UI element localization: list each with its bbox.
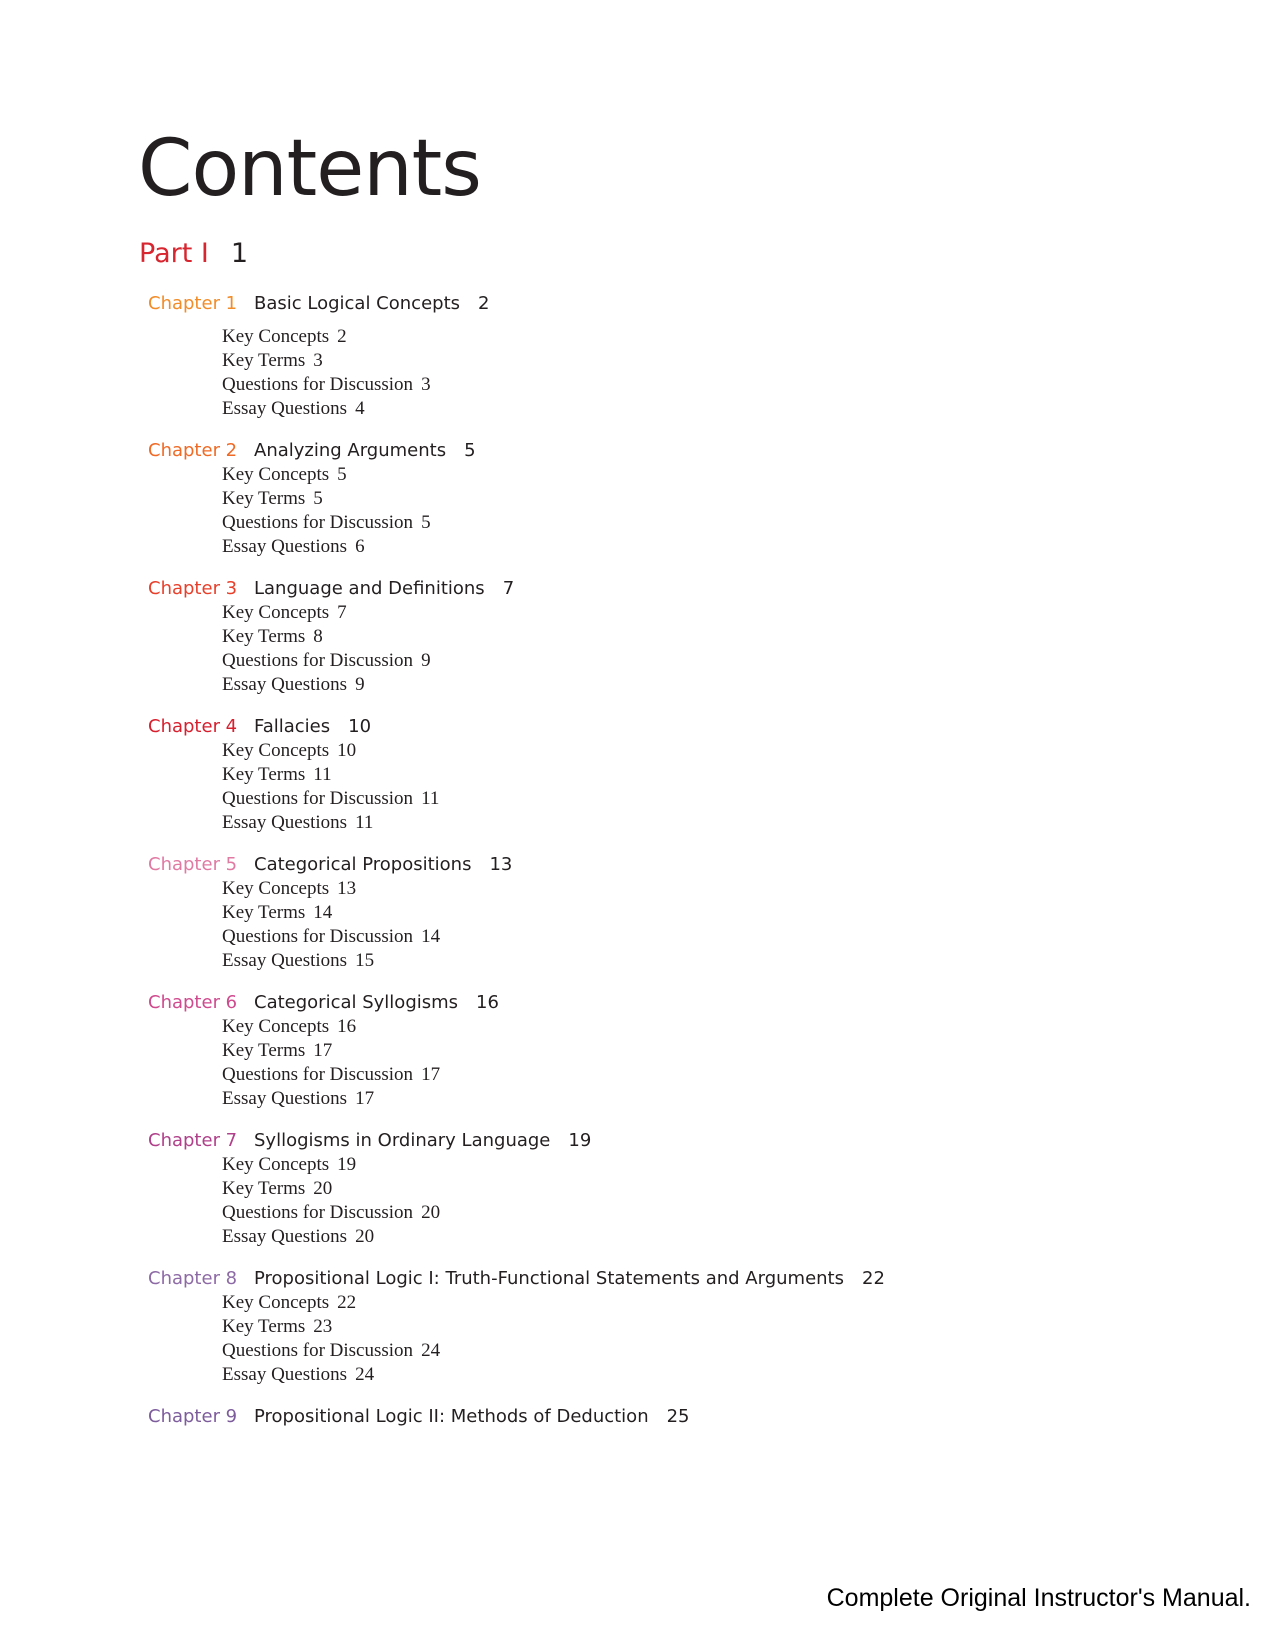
section-name: Questions for Discussion <box>222 650 414 671</box>
section-item[interactable] <box>222 763 1148 787</box>
section-item[interactable] <box>222 1039 1148 1063</box>
section-page-number: 13 <box>337 878 357 899</box>
section-page-number: 10 <box>337 740 357 761</box>
section-item[interactable] <box>222 1087 1148 1111</box>
section-name: Questions for Discussion <box>222 926 414 947</box>
section-item[interactable] <box>222 649 1148 673</box>
section-item[interactable] <box>222 463 1148 487</box>
footer-note: Complete Original Instructor's Manual. <box>826 1584 1251 1612</box>
chapter-entry <box>148 853 1148 973</box>
chapter-entry <box>148 1129 1148 1249</box>
chapter-title: Fallacies <box>254 716 331 737</box>
chapter-entry <box>148 577 1148 697</box>
section-page-number: 14 <box>313 902 333 923</box>
section-name: Essay Questions <box>222 1226 348 1247</box>
chapter-heading[interactable] <box>148 991 1148 1015</box>
chapter-title: Language and Definitions <box>254 578 485 599</box>
section-page-number: 24 <box>355 1364 375 1385</box>
page-title: Contents <box>138 124 481 214</box>
section-item[interactable] <box>222 1225 1148 1249</box>
section-page-number: 20 <box>355 1226 375 1247</box>
section-name: Key Concepts <box>222 1292 330 1313</box>
chapter-title: Categorical Propositions <box>254 854 472 875</box>
section-item[interactable] <box>222 901 1148 925</box>
section-name: Essay Questions <box>222 950 348 971</box>
section-item[interactable] <box>222 673 1148 697</box>
section-name: Key Terms <box>222 764 306 785</box>
section-page-number: 11 <box>355 812 374 833</box>
chapter-page-number: 10 <box>348 716 372 737</box>
section-page-number: 23 <box>313 1316 333 1337</box>
section-item[interactable] <box>222 601 1148 625</box>
chapter-heading[interactable] <box>148 853 1148 877</box>
section-list <box>222 1153 1148 1249</box>
chapter-label: Chapter 7 <box>148 1130 238 1151</box>
section-page-number: 9 <box>355 674 365 695</box>
section-item[interactable] <box>222 787 1148 811</box>
chapter-page-number: 2 <box>478 293 490 314</box>
section-name: Key Terms <box>222 488 306 509</box>
chapter-heading[interactable] <box>148 292 1148 316</box>
section-name: Essay Questions <box>222 812 348 833</box>
section-name: Questions for Discussion <box>222 374 414 395</box>
section-name: Key Concepts <box>222 878 330 899</box>
chapter-heading[interactable] <box>148 439 1148 463</box>
chapter-label: Chapter 3 <box>148 578 238 599</box>
section-name: Key Concepts <box>222 1154 330 1175</box>
chapter-heading[interactable] <box>148 1129 1148 1153</box>
section-page-number: 17 <box>355 1088 375 1109</box>
section-page-number: 24 <box>421 1340 441 1361</box>
part-label: Part I <box>139 238 209 269</box>
chapter-page-number: 25 <box>666 1406 690 1427</box>
chapter-title: Propositional Logic II: Methods of Deduction <box>254 1406 649 1427</box>
section-name: Key Terms <box>222 350 306 371</box>
section-name: Key Concepts <box>222 740 330 761</box>
section-page-number: 19 <box>337 1154 357 1175</box>
chapter-entry <box>148 1267 1148 1387</box>
section-item[interactable] <box>222 1153 1148 1177</box>
section-item[interactable] <box>222 1177 1148 1201</box>
chapter-entry <box>148 991 1148 1111</box>
section-page-number: 11 <box>421 788 440 809</box>
section-name: Questions for Discussion <box>222 1340 414 1361</box>
section-item[interactable] <box>222 625 1148 649</box>
section-list <box>222 1291 1148 1387</box>
section-page-number: 8 <box>313 626 323 647</box>
section-page-number: 3 <box>421 374 431 395</box>
chapter-heading[interactable] <box>148 1267 1148 1291</box>
chapter-title: Categorical Syllogisms <box>254 992 459 1013</box>
section-item[interactable] <box>222 397 1148 421</box>
chapter-page-number: 22 <box>862 1268 885 1289</box>
chapter-label: Chapter 1 <box>148 293 238 314</box>
section-name: Questions for Discussion <box>222 788 414 809</box>
chapter-page-number: 19 <box>568 1130 592 1151</box>
section-item[interactable] <box>222 1015 1148 1039</box>
section-page-number: 17 <box>421 1064 441 1085</box>
section-name: Essay Questions <box>222 1088 348 1109</box>
section-page-number: 6 <box>355 536 365 557</box>
section-name: Key Terms <box>222 1040 306 1061</box>
part-heading <box>139 240 248 267</box>
chapter-title: Analyzing Arguments <box>254 440 447 461</box>
section-item[interactable] <box>222 487 1148 511</box>
section-item[interactable] <box>222 1315 1148 1339</box>
section-page-number: 17 <box>313 1040 333 1061</box>
chapter-title: Syllogisms in Ordinary Language <box>254 1130 551 1151</box>
chapter-label: Chapter 6 <box>148 992 238 1013</box>
section-list <box>222 1015 1148 1111</box>
chapter-heading[interactable] <box>148 577 1148 601</box>
chapter-heading[interactable] <box>148 1405 1148 1429</box>
section-name: Key Terms <box>222 1178 306 1199</box>
section-name: Essay Questions <box>222 536 348 557</box>
section-name: Essay Questions <box>222 398 348 419</box>
section-item[interactable] <box>222 1291 1148 1315</box>
section-page-number: 22 <box>337 1292 357 1313</box>
chapter-page-number: 13 <box>489 854 513 875</box>
section-list <box>222 877 1148 973</box>
section-item[interactable] <box>222 1063 1148 1087</box>
section-page-number: 3 <box>313 350 323 371</box>
section-name: Questions for Discussion <box>222 1064 414 1085</box>
table-of-contents <box>148 292 1148 1447</box>
section-list <box>222 739 1148 835</box>
section-item[interactable] <box>222 811 1148 835</box>
chapter-label: Chapter 4 <box>148 716 238 737</box>
section-page-number: 20 <box>313 1178 333 1199</box>
section-item[interactable] <box>222 1339 1148 1363</box>
chapter-heading[interactable] <box>148 715 1148 739</box>
section-page-number: 7 <box>337 602 347 623</box>
section-name: Key Terms <box>222 626 306 647</box>
section-list <box>222 463 1148 559</box>
chapter-title: Propositional Logic I: Truth-Functional Statements and Arguments <box>254 1268 844 1289</box>
section-item[interactable] <box>222 739 1148 763</box>
section-list <box>222 325 1148 421</box>
section-page-number: 15 <box>355 950 375 971</box>
chapter-page-number: 5 <box>464 440 476 461</box>
section-item[interactable] <box>222 373 1148 397</box>
section-page-number: 14 <box>421 926 441 947</box>
section-page-number: 20 <box>421 1202 441 1223</box>
chapter-label: Chapter 8 <box>148 1268 238 1289</box>
part-page-number: 1 <box>230 238 249 269</box>
section-item[interactable] <box>222 349 1148 373</box>
section-item[interactable] <box>222 949 1148 973</box>
section-list <box>222 601 1148 697</box>
section-name: Questions for Discussion <box>222 1202 414 1223</box>
section-page-number: 9 <box>421 650 431 671</box>
chapter-label: Chapter 5 <box>148 854 238 875</box>
section-item[interactable] <box>222 1363 1148 1387</box>
section-name: Key Terms <box>222 1316 306 1337</box>
section-name: Key Concepts <box>222 602 330 623</box>
section-item[interactable] <box>222 1201 1148 1225</box>
section-item[interactable] <box>222 877 1148 901</box>
chapter-label: Chapter 2 <box>148 440 238 461</box>
chapter-page-number: 16 <box>476 992 499 1013</box>
section-page-number: 11 <box>313 764 332 785</box>
section-item[interactable] <box>222 535 1148 559</box>
section-page-number: 4 <box>355 398 365 419</box>
section-item[interactable] <box>222 925 1148 949</box>
chapter-label: Chapter 9 <box>148 1406 238 1427</box>
section-name: Key Concepts <box>222 464 330 485</box>
section-name: Key Terms <box>222 902 306 923</box>
section-name: Questions for Discussion <box>222 512 414 533</box>
chapter-entry <box>148 439 1148 559</box>
section-page-number: 5 <box>421 512 431 533</box>
chapter-page-number: 7 <box>502 578 515 599</box>
section-page-number: 5 <box>337 464 347 485</box>
section-name: Key Concepts <box>222 1016 330 1037</box>
section-item[interactable] <box>222 511 1148 535</box>
chapter-entry <box>148 715 1148 835</box>
chapter-entry <box>148 1405 1148 1429</box>
chapter-entry <box>148 292 1148 421</box>
section-name: Key Concepts <box>222 326 330 347</box>
section-name: Essay Questions <box>222 1364 348 1385</box>
section-page-number: 2 <box>337 326 347 347</box>
section-page-number: 16 <box>337 1016 357 1037</box>
section-page-number: 5 <box>313 488 323 509</box>
chapter-title: Basic Logical Concepts <box>254 293 460 314</box>
section-item[interactable] <box>222 325 1148 349</box>
section-name: Essay Questions <box>222 674 348 695</box>
